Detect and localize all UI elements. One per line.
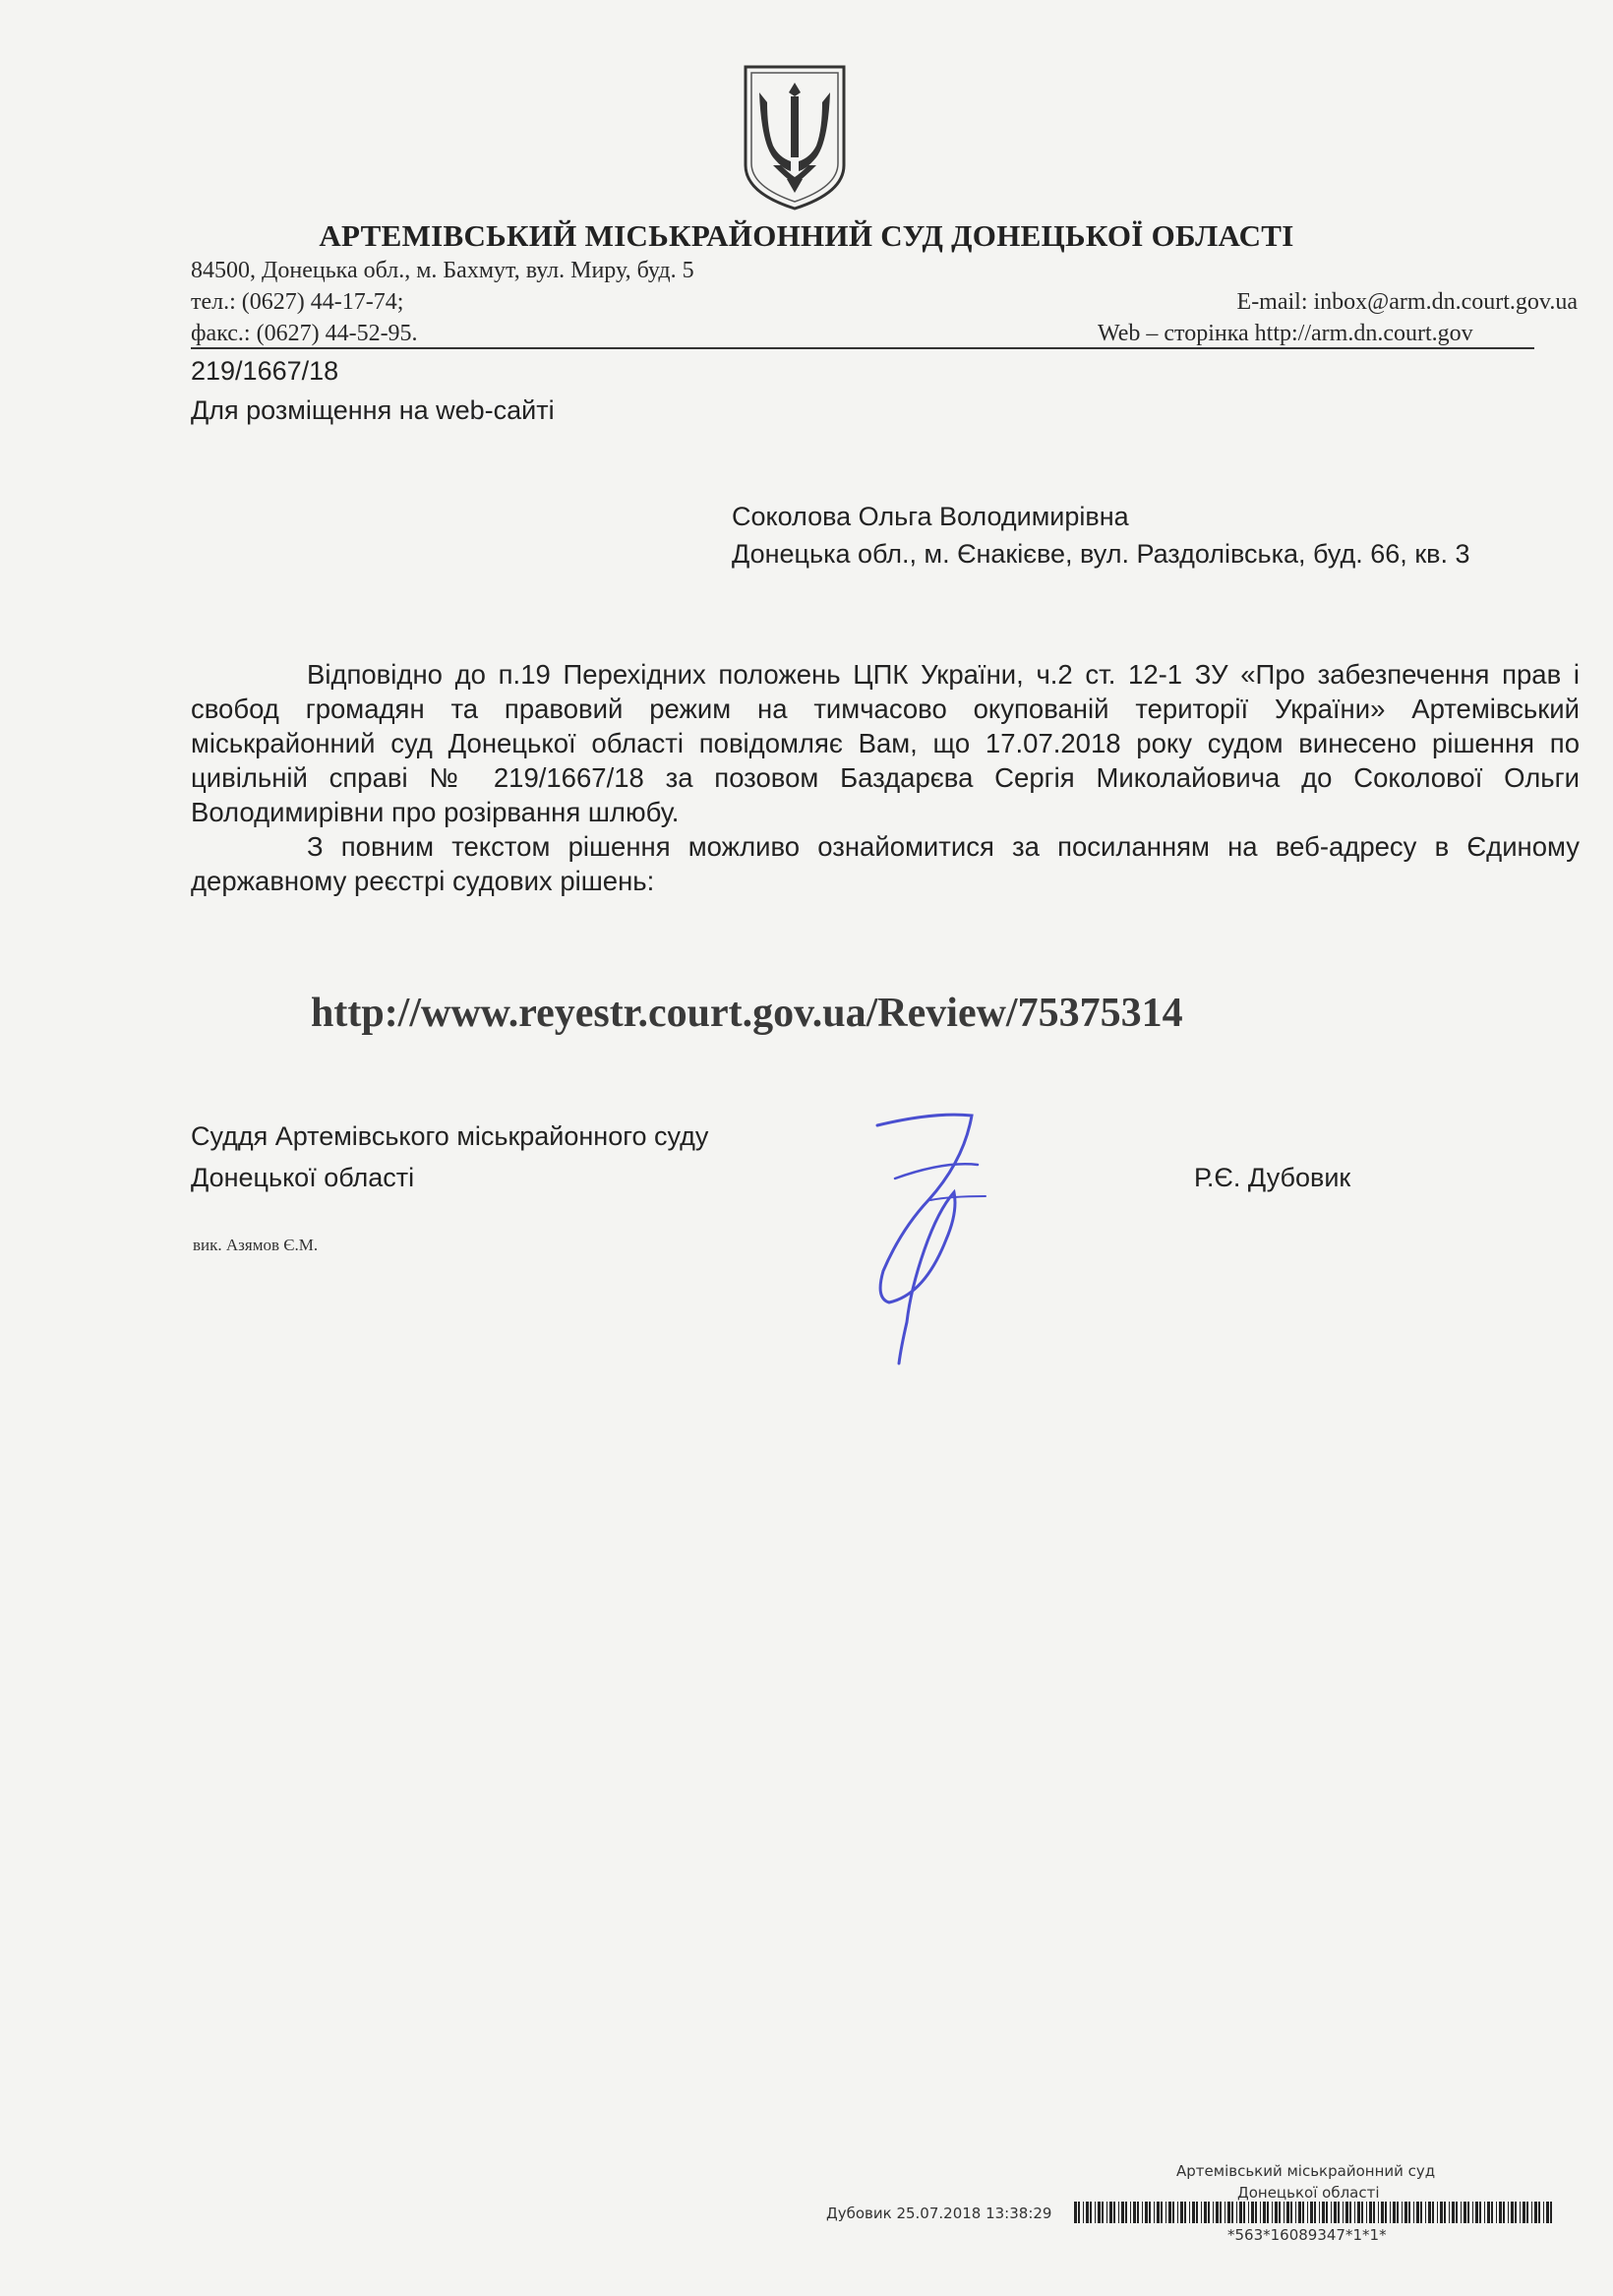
- header-divider: [191, 347, 1534, 349]
- notice-paragraph-1: Відповідно до п.19 Перехідних положень ЦПК України, ч.2 ст. 12-1 ЗУ «Про забезпечення прав і свобод громадян та правовий режим на тимчасово окупованій території України» Артемівський міськрайонний суд Донецької області повідомляє Вам, що 17.07.2018 року судом винесено рішення по цивільній справі № 219/1667/18 за позовом Баздарєва Сергія Миколайовича до Соколової Ольги Володимирівни про розірвання шлюбу.: [191, 659, 1580, 827]
- publication-note: Для розміщення на web-сайті: [191, 395, 555, 425]
- barcode-bar: [1413, 2202, 1414, 2223]
- barcode-bar: [1109, 2202, 1112, 2223]
- barcode-bar: [1137, 2202, 1139, 2223]
- court-name: АРТЕМІВСЬКИЙ МІСЬКРАЙОННИЙ СУД ДОНЕЦЬКОЇ ОБЛАСТІ: [319, 218, 1294, 253]
- court-phone: тел.: (0627) 44-17-74;: [191, 289, 404, 315]
- barcode-bar: [1338, 2202, 1340, 2223]
- barcode-bar: [1428, 2202, 1431, 2223]
- barcode-bar: [1184, 2202, 1186, 2223]
- barcode-bar: [1349, 2202, 1351, 2223]
- barcode-bar: [1192, 2202, 1195, 2223]
- barcode-bar: [1456, 2202, 1458, 2223]
- barcode-bar: [1177, 2202, 1178, 2223]
- barcode-bar: [1286, 2202, 1289, 2223]
- barcode-bar: [1086, 2202, 1089, 2223]
- barcode-bar: [1508, 2202, 1509, 2223]
- barcode-bar: [1074, 2202, 1077, 2223]
- barcode-bar: [1543, 2202, 1544, 2223]
- barcode-bar: [1550, 2202, 1552, 2223]
- barcode-bar: [1404, 2202, 1407, 2223]
- barcode-bar: [1307, 2202, 1308, 2223]
- barcode-bar: [1133, 2202, 1136, 2223]
- barcode-bar: [1515, 2202, 1517, 2223]
- barcode-bar: [1260, 2202, 1261, 2223]
- barcode-bar: [1314, 2202, 1316, 2223]
- barcode-bar: [1475, 2202, 1478, 2223]
- barcode-bar: [1326, 2202, 1328, 2223]
- barcode-bar: [1393, 2202, 1396, 2223]
- barcode-bar: [1113, 2202, 1115, 2223]
- barcode-bar: [1098, 2202, 1101, 2223]
- barcode-bar: [1168, 2202, 1171, 2223]
- barcode-bar: [1295, 2202, 1296, 2223]
- court-fax: факс.: (0627) 44-52-95.: [191, 321, 418, 346]
- barcode-bar: [1213, 2202, 1214, 2223]
- notice-paragraph-2: З повним текстом рішення можливо ознайомитися за посиланням на веб-адресу в Єдиному державному реєстрі судових рішень:: [191, 831, 1580, 896]
- barcode-bar: [1106, 2202, 1107, 2223]
- barcode-bar: [1420, 2202, 1422, 2223]
- barcode-bar: [1366, 2202, 1367, 2223]
- barcode-bar: [1157, 2202, 1160, 2223]
- stamp-court-line: Артемівський міськрайонний суд: [1176, 2162, 1436, 2180]
- barcode-bar: [1464, 2202, 1466, 2223]
- barcode-bar: [1520, 2202, 1521, 2223]
- barcode-bar: [1272, 2202, 1273, 2223]
- barcode-bar: [1204, 2202, 1207, 2223]
- barcode-bar: [1302, 2202, 1304, 2223]
- court-website: Web – сторінка http://arm.dn.court.gov: [1098, 321, 1473, 346]
- barcode-bar: [1142, 2202, 1143, 2223]
- barcode-bar: [1322, 2202, 1325, 2223]
- barcode-bar: [1444, 2202, 1446, 2223]
- barcode-bar: [1121, 2202, 1124, 2223]
- barcode-bar: [1239, 2202, 1242, 2223]
- registry-decision-link[interactable]: http://www.reyestr.court.gov.ua/Review/75375314: [311, 991, 1183, 1036]
- barcode-bar: [1298, 2202, 1301, 2223]
- barcode-bar: [1402, 2202, 1403, 2223]
- barcode-bar: [1523, 2202, 1525, 2223]
- barcode-bar: [1331, 2202, 1332, 2223]
- barcode-bar: [1236, 2202, 1237, 2223]
- barcode-bar: [1095, 2202, 1096, 2223]
- barcode-bar: [1472, 2202, 1473, 2223]
- barcode-bar: [1208, 2202, 1210, 2223]
- trident-coat-of-arms-icon: [740, 63, 850, 212]
- executor-note: вик. Азямов Є.М.: [193, 1236, 319, 1254]
- case-number: 219/1667/18: [191, 356, 339, 386]
- stamp-region-line: Донецької області: [1237, 2184, 1380, 2202]
- notice-body: [191, 657, 1580, 898]
- handwritten-signature-icon: [856, 1102, 1003, 1377]
- barcode-bar: [1118, 2202, 1119, 2223]
- barcode-bar: [1083, 2202, 1084, 2223]
- barcode-bar: [1397, 2202, 1399, 2223]
- barcode-bar: [1267, 2202, 1269, 2223]
- barcode-bar: [1248, 2202, 1249, 2223]
- barcode-bar: [1496, 2202, 1497, 2223]
- barcode-bar: [1275, 2202, 1278, 2223]
- barcode-bar: [1440, 2202, 1443, 2223]
- recipient-address: Донецька обл., м. Єнакієве, вул. Раздолівська, буд. 66, кв. 3: [732, 539, 1470, 569]
- barcode-bar: [1149, 2202, 1151, 2223]
- court-email: E-mail: inbox@arm.dn.court.gov.ua: [1236, 289, 1578, 315]
- barcode-bar: [1216, 2202, 1219, 2223]
- barcode-bar: [1345, 2202, 1348, 2223]
- barcode-bar: [1201, 2202, 1202, 2223]
- barcode-bar: [1503, 2202, 1505, 2223]
- barcode-bar: [1172, 2202, 1174, 2223]
- barcode-bar: [1361, 2202, 1363, 2223]
- barcode-bar: [1165, 2202, 1166, 2223]
- barcode-bar: [1251, 2202, 1254, 2223]
- barcode-bar: [1449, 2202, 1450, 2223]
- barcode-bar: [1437, 2202, 1438, 2223]
- barcode-bar: [1373, 2202, 1375, 2223]
- barcode-bar: [1531, 2202, 1532, 2223]
- barcode: [1074, 2202, 1556, 2223]
- barcode-bar: [1491, 2202, 1493, 2223]
- barcode-bar: [1255, 2202, 1257, 2223]
- barcode-bar: [1196, 2202, 1198, 2223]
- barcode-bar: [1499, 2202, 1502, 2223]
- barcode-bar: [1526, 2202, 1528, 2223]
- barcode-bar: [1125, 2202, 1127, 2223]
- barcode-bar: [1130, 2202, 1131, 2223]
- barcode-bar: [1290, 2202, 1292, 2223]
- barcode-bar: [1343, 2202, 1344, 2223]
- barcode-bar: [1227, 2202, 1230, 2223]
- barcode-bar: [1534, 2202, 1537, 2223]
- barcode-bar: [1452, 2202, 1455, 2223]
- barcode-bar: [1154, 2202, 1155, 2223]
- barcode-bar: [1078, 2202, 1080, 2223]
- barcode-bar: [1381, 2202, 1384, 2223]
- barcode-bar: [1385, 2202, 1387, 2223]
- barcode-bar: [1378, 2202, 1379, 2223]
- barcode-bar: [1425, 2202, 1426, 2223]
- barcode-bar: [1334, 2202, 1337, 2223]
- barcode-code: *563*16089347*1*1*: [1227, 2226, 1387, 2244]
- barcode-bar: [1263, 2202, 1266, 2223]
- barcode-bar: [1180, 2202, 1183, 2223]
- barcode-bar: [1189, 2202, 1190, 2223]
- barcode-bar: [1369, 2202, 1372, 2223]
- judge-title-line-1: Суддя Артемівського міськрайонного суду: [191, 1121, 709, 1151]
- barcode-bar: [1479, 2202, 1481, 2223]
- barcode-bar: [1354, 2202, 1355, 2223]
- judge-name: Р.Є. Дубовик: [1194, 1163, 1351, 1192]
- barcode-bar: [1102, 2202, 1104, 2223]
- barcode-bar: [1390, 2202, 1391, 2223]
- barcode-bar: [1416, 2202, 1419, 2223]
- barcode-bar: [1432, 2202, 1434, 2223]
- barcode-bar: [1467, 2202, 1469, 2223]
- judge-title-line-2: Донецької області: [191, 1163, 415, 1192]
- stamp-datetime: Дубовик 25.07.2018 13:38:29: [826, 2205, 1052, 2222]
- barcode-bar: [1090, 2202, 1092, 2223]
- barcode-bar: [1538, 2202, 1540, 2223]
- recipient-name: Соколова Ольга Володимирівна: [732, 502, 1129, 531]
- barcode-bar: [1145, 2202, 1148, 2223]
- barcode-bar: [1357, 2202, 1360, 2223]
- barcode-bar: [1461, 2202, 1462, 2223]
- barcode-bar: [1546, 2202, 1549, 2223]
- court-address: 84500, Донецька обл., м. Бахмут, вул. Миру, буд. 5: [191, 258, 694, 283]
- barcode-bar: [1279, 2202, 1281, 2223]
- barcode-bar: [1161, 2202, 1163, 2223]
- barcode-bar: [1408, 2202, 1410, 2223]
- barcode-bar: [1220, 2202, 1222, 2223]
- barcode-bar: [1319, 2202, 1320, 2223]
- barcode-bar: [1310, 2202, 1313, 2223]
- barcode-bar: [1487, 2202, 1490, 2223]
- barcode-bar: [1484, 2202, 1485, 2223]
- barcode-bar: [1511, 2202, 1514, 2223]
- barcode-bar: [1231, 2202, 1233, 2223]
- barcode-bar: [1243, 2202, 1245, 2223]
